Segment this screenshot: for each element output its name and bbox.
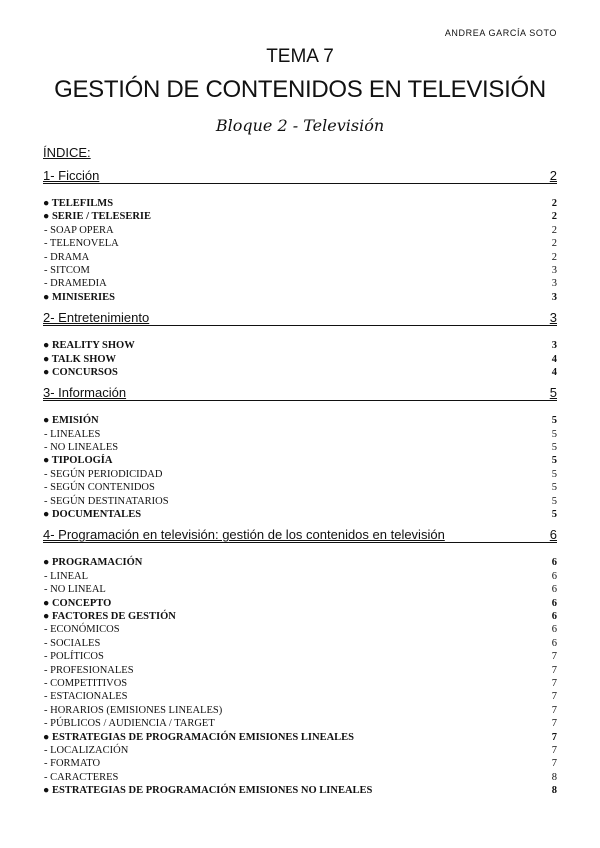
toc-entry[interactable] (43, 354, 557, 367)
toc-entry-label: ● SERIE / TELESERIE (43, 211, 151, 223)
toc-entry[interactable] (43, 785, 557, 798)
toc-entry[interactable] (43, 429, 557, 442)
document-title: GESTIÓN DE CONTENIDOS EN TELEVISIÓN (54, 76, 546, 103)
toc-entry[interactable] (43, 691, 557, 704)
toc-entry-page: 6 (551, 570, 557, 582)
toc-entry-label: ● PROGRAMACIÓN (43, 557, 143, 569)
toc-entry-page: 6 (551, 557, 557, 569)
toc-entry-label: - DRAMEDIA (44, 278, 107, 290)
toc-entry-page: 8 (551, 771, 557, 783)
toc-entry-label: - PÚBLICOS / AUDIENCIA / TARGET (44, 718, 215, 730)
toc-section-heading[interactable] (43, 385, 557, 401)
topic-number: TEMA 7 (266, 46, 334, 67)
toc-entry-page: 7 (551, 691, 557, 703)
toc-entry-page: 6 (551, 610, 557, 622)
toc-entry-label: - DRAMA (44, 251, 90, 263)
toc-entry-page: 7 (551, 651, 557, 663)
toc-section-heading[interactable] (43, 168, 557, 184)
toc-entry-page: 2 (551, 251, 557, 263)
toc-entry[interactable] (43, 772, 557, 785)
toc-section-heading[interactable] (43, 527, 557, 543)
toc-section-heading[interactable] (43, 310, 557, 326)
toc-entry[interactable] (43, 238, 557, 251)
toc-entry-label: ● CONCURSOS (43, 366, 118, 378)
toc-entry-page: 7 (551, 677, 557, 689)
toc-entry[interactable] (43, 225, 557, 238)
toc-entry[interactable] (43, 638, 557, 651)
toc-entry-label: - PROFESIONALES (44, 664, 134, 676)
document-subtitle: Bloque 2 - Televisión (215, 116, 385, 135)
toc-section-title: 4- Programación en televisión: gestión de los contenidos en televisión (43, 527, 445, 543)
toc-entry[interactable] (43, 624, 557, 637)
toc-entry-page: 5 (551, 482, 557, 494)
author-name: ANDREA GARCÍA SOTO (444, 28, 557, 38)
toc-entry-page: 2 (551, 198, 557, 209)
toc-section-title: 2- Entretenimiento (43, 310, 150, 326)
toc-section-page: 6 (549, 527, 557, 543)
toc-entry-page: 8 (551, 785, 557, 797)
toc-entry-page: 2 (551, 224, 557, 236)
toc-entry-label: - ESTACIONALES (44, 691, 128, 703)
toc-entry-label: - FORMATO (44, 758, 101, 770)
toc-entry-label: ● ESTRATEGIAS DE PROGRAMACIÓN EMISIONES NO LINEALES (43, 785, 373, 797)
toc-entry-label: - LINEALES (44, 428, 101, 440)
toc-entry-label: - SEGÚN PERIODICIDAD (44, 468, 163, 480)
toc-entry-label: ● REALITY SHOW (43, 340, 135, 352)
toc-entry[interactable] (43, 292, 557, 305)
toc-entry-label: ● ESTRATEGIAS DE PROGRAMACIÓN EMISIONES LINEALES (43, 731, 355, 743)
toc-entry[interactable] (43, 278, 557, 291)
toc-entry-page: 7 (551, 718, 557, 730)
toc-entry-label: - SITCOM (44, 264, 90, 276)
toc-entry[interactable] (43, 571, 557, 584)
toc-entry[interactable] (43, 651, 557, 664)
toc-entry[interactable] (43, 718, 557, 731)
toc-section-page: 3 (549, 310, 557, 326)
toc-entry[interactable] (43, 469, 557, 482)
toc-entry-page: 7 (551, 731, 557, 743)
toc-entry-page: 7 (551, 744, 557, 756)
toc-section-page: 2 (549, 168, 557, 183)
toc-entry-page: 3 (551, 278, 557, 290)
toc-entry[interactable] (43, 496, 557, 509)
toc-entry-page: 6 (551, 624, 557, 636)
toc-entry-label: - ECONÓMICOS (44, 624, 120, 636)
toc-section-title: 1- Ficción (43, 168, 100, 183)
toc-entry-label: - NO LINEAL (44, 584, 106, 596)
toc-entry[interactable] (43, 665, 557, 678)
toc-entry[interactable] (43, 211, 557, 224)
toc-entry[interactable] (43, 367, 557, 380)
toc-entry-page: 4 (551, 366, 557, 378)
toc-entry-label: ● MINISERIES (43, 291, 115, 303)
toc-entry[interactable] (43, 482, 557, 495)
toc-entry-page: 5 (551, 509, 557, 521)
toc-entry-page: 7 (551, 704, 557, 716)
toc-entry-page: 3 (551, 291, 557, 303)
toc-entry-label: - NO LINEALES (44, 442, 119, 454)
index-heading: ÍNDICE: (43, 145, 91, 160)
toc-entry[interactable] (43, 265, 557, 278)
toc-entry-label: - SOCIALES (44, 637, 101, 649)
toc-entry-label: ● FACTORES DE GESTIÓN (43, 610, 176, 622)
toc-entry[interactable] (43, 415, 557, 428)
toc-entry-label: - LINEAL (44, 570, 89, 582)
toc-entry[interactable] (43, 758, 557, 771)
toc-entry-page: 6 (551, 584, 557, 596)
toc-entry[interactable] (43, 584, 557, 597)
toc-entry-label: ● TIPOLOGÍA (43, 455, 113, 467)
toc-entry[interactable] (43, 678, 557, 691)
toc-entry-page: 5 (551, 415, 557, 427)
toc-entry-page: 2 (551, 211, 557, 223)
toc-entry-page: 5 (551, 442, 557, 454)
toc-entry-page: 7 (551, 758, 557, 770)
toc-entry[interactable] (43, 509, 557, 522)
toc-entry-page: 5 (551, 468, 557, 480)
toc-entry[interactable] (43, 455, 557, 468)
toc-entry-label: - COMPETITIVOS (44, 677, 128, 689)
toc-entry-label: - SEGÚN DESTINATARIOS (44, 495, 169, 507)
toc-entry-page: 3 (551, 340, 557, 352)
toc-entry[interactable] (43, 442, 557, 455)
toc-entry[interactable] (43, 705, 557, 718)
toc-entry-label: ● DOCUMENTALES (43, 509, 142, 521)
toc-entry-label: - LOCALIZACIÓN (44, 744, 129, 756)
toc-entry-label: ● CONCEPTO (43, 597, 112, 609)
toc-entry[interactable] (43, 598, 557, 611)
toc-entry-label: ● EMISIÓN (43, 415, 99, 427)
toc-entry-page: 5 (551, 455, 557, 467)
toc-section-title: 3- Información (43, 385, 127, 401)
toc-entry[interactable] (43, 745, 557, 758)
toc-entry[interactable] (43, 340, 557, 353)
toc-entry-page: 5 (551, 495, 557, 507)
table-of-contents (43, 168, 557, 798)
toc-entry[interactable] (43, 252, 557, 265)
toc-entry-page: 6 (551, 637, 557, 649)
toc-entry-label: - CARACTERES (44, 771, 119, 783)
toc-entry-page: 2 (551, 238, 557, 250)
toc-entry[interactable] (43, 732, 557, 745)
toc-entry-page: 6 (551, 597, 557, 609)
toc-entry[interactable] (43, 557, 557, 570)
toc-entry-label: - SOAP OPERA (44, 224, 114, 236)
toc-entry-page: 7 (551, 664, 557, 676)
toc-entry-label: ● TALK SHOW (43, 353, 117, 365)
toc-entry-page: 4 (551, 353, 557, 365)
toc-entry-page: 3 (551, 264, 557, 276)
toc-entry-label: ● TELEFILMS (43, 198, 114, 209)
toc-entry[interactable] (43, 198, 557, 211)
toc-section-page: 5 (549, 385, 557, 401)
toc-entry-label: - HORARIOS (EMISIONES LINEALES) (44, 704, 223, 716)
toc-entry-label: - POLÍTICOS (44, 651, 104, 663)
toc-entry-label: - SEGÚN CONTENIDOS (44, 482, 155, 494)
toc-entry[interactable] (43, 611, 557, 624)
toc-entry-page: 5 (551, 428, 557, 440)
toc-entry-label: - TELENOVELA (44, 238, 119, 250)
